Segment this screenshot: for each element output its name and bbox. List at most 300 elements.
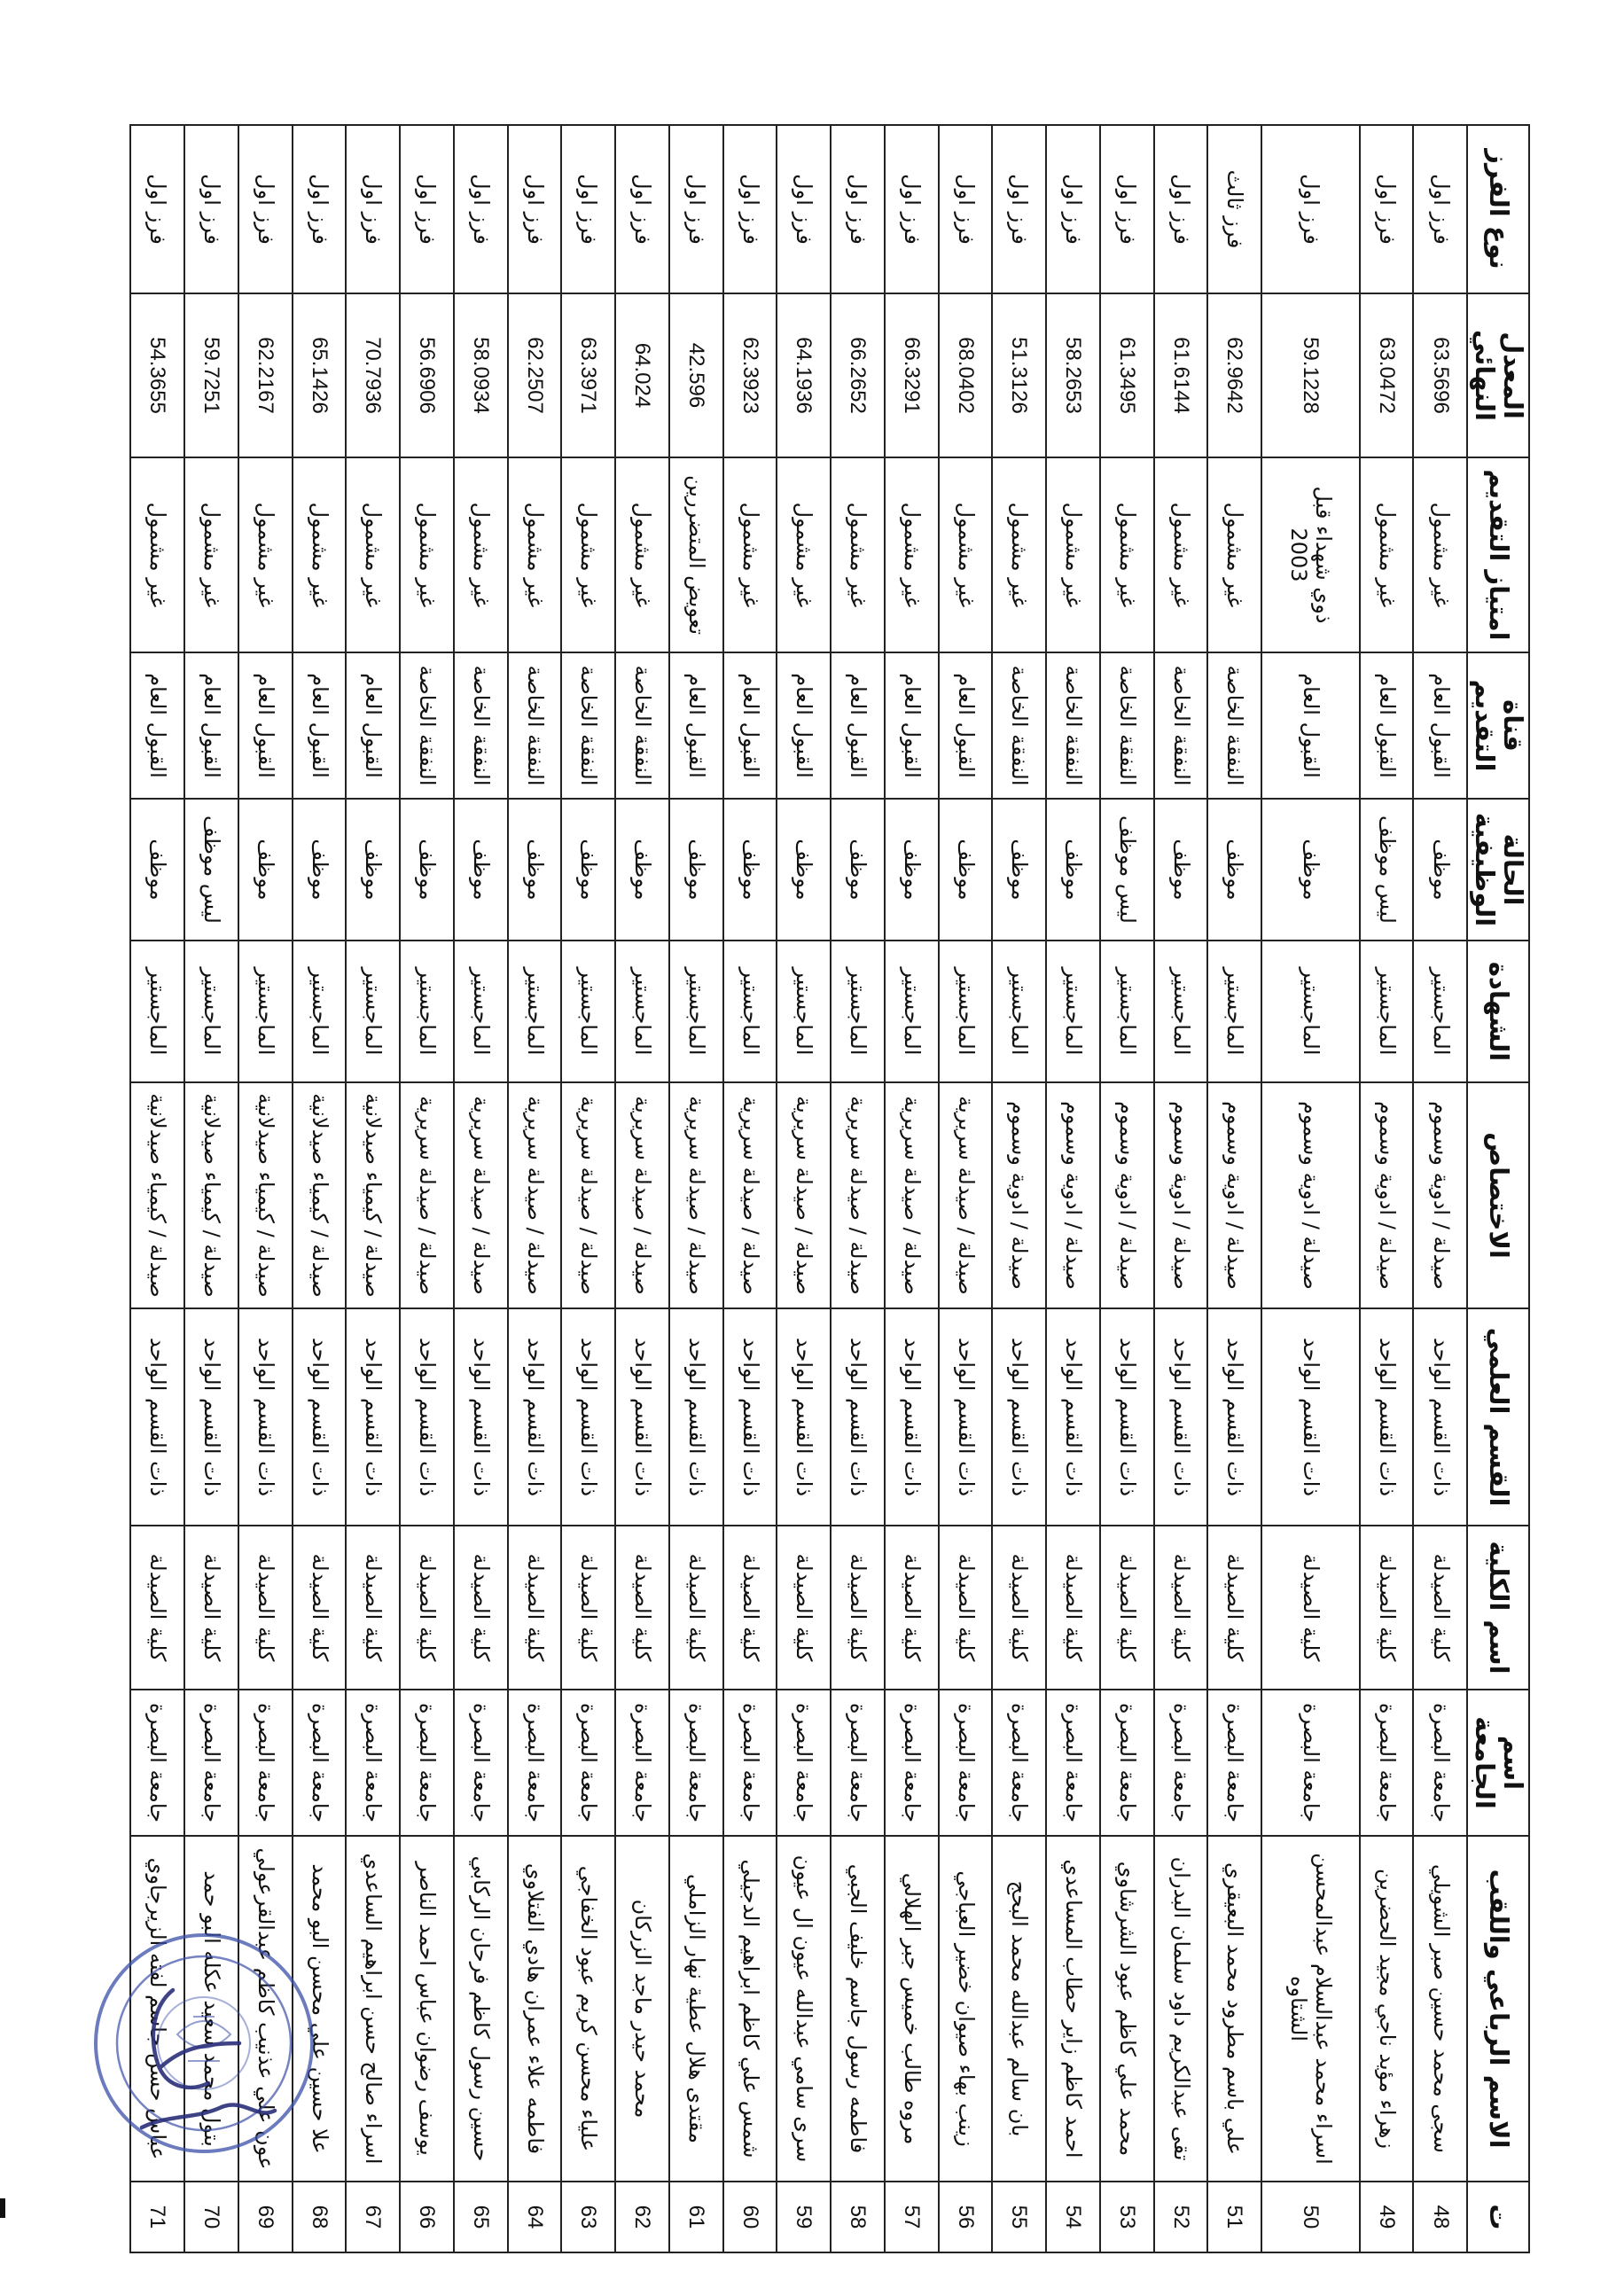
cell-seq: 54 xyxy=(1046,2182,1100,2252)
cell-university: جامعة البصرة xyxy=(615,1690,669,1836)
cell-college: كلية الصيدلة xyxy=(508,1526,562,1690)
header-degree: الشهادة xyxy=(1467,941,1529,1082)
cell-university: جامعة البصرة xyxy=(293,1690,347,1836)
cell-final-average: 68.0402 xyxy=(939,293,993,457)
cell-college: كلية الصيدلة xyxy=(454,1526,508,1690)
cell-sort-type: فرز اول xyxy=(992,125,1046,293)
cell-department: ذات القسم الواحد xyxy=(238,1308,293,1526)
table-row xyxy=(1360,125,1414,2252)
cell-job-status: موظف xyxy=(885,799,939,941)
cell-degree: الماجستير xyxy=(777,941,831,1082)
cell-job-status: موظف xyxy=(669,799,723,941)
admissions-table xyxy=(129,124,1530,2253)
cell-name: فاطمه علاء عمران هادي الفتلاوي xyxy=(508,1836,562,2182)
cell-seq: 61 xyxy=(669,2182,723,2252)
cell-privilege: غير مشمول xyxy=(992,457,1046,652)
cell-degree: الماجستير xyxy=(1100,941,1154,1082)
cell-university: جامعة البصرة xyxy=(508,1690,562,1836)
cell-department: ذات القسم الواحد xyxy=(885,1308,939,1526)
cell-final-average: 66.2652 xyxy=(831,293,885,457)
cell-seq: 67 xyxy=(346,2182,400,2252)
cell-sort-type: فرز اول xyxy=(508,125,562,293)
cell-seq: 55 xyxy=(992,2182,1046,2252)
cell-channel: القبول العام xyxy=(669,652,723,799)
cell-college: كلية الصيدلة xyxy=(777,1526,831,1690)
cell-specialization: صيدلة / صيدلة سريرية xyxy=(508,1082,562,1308)
cell-college: كلية الصيدلة xyxy=(1207,1526,1261,1690)
cell-final-average: 62.2507 xyxy=(508,293,562,457)
cell-university: جامعة البصرة xyxy=(1100,1690,1154,1836)
cell-privilege: غير مشمول xyxy=(777,457,831,652)
cell-sort-type: فرز اول xyxy=(454,125,508,293)
cell-degree: الماجستير xyxy=(238,941,293,1082)
cell-privilege: غير مشمول xyxy=(615,457,669,652)
cell-sort-type: فرز اول xyxy=(939,125,993,293)
cell-university: جامعة البصرة xyxy=(1046,1690,1100,1836)
cell-privilege: تعويض المتضررين xyxy=(669,457,723,652)
cell-department: ذات القسم الواحد xyxy=(1207,1308,1261,1526)
cell-final-average: 54.3655 xyxy=(130,293,184,457)
cell-department: ذات القسم الواحد xyxy=(615,1308,669,1526)
cell-final-average: 62.3923 xyxy=(723,293,777,457)
cell-university: جامعة البصرة xyxy=(885,1690,939,1836)
cell-name: علي باسم مطرود محمد البعيقري xyxy=(1207,1836,1261,2182)
cell-college: كلية الصيدلة xyxy=(1360,1526,1414,1690)
cell-final-average: 63.5696 xyxy=(1413,293,1467,457)
cell-channel: النفقة الخاصة xyxy=(1046,652,1100,799)
cell-final-average: 64.1936 xyxy=(777,293,831,457)
cell-specialization: صيدلة / ادوية وسموم xyxy=(1207,1082,1261,1308)
cell-degree: الماجستير xyxy=(1154,941,1208,1082)
cell-sort-type: فرز اول xyxy=(346,125,400,293)
cell-specialization: صيدلة / صيدلة سريرية xyxy=(939,1082,993,1308)
cell-college: كلية الصيدلة xyxy=(293,1526,347,1690)
cell-college: كلية الصيدلة xyxy=(400,1526,454,1690)
cell-department: ذات القسم الواحد xyxy=(346,1308,400,1526)
cell-privilege: غير مشمول xyxy=(831,457,885,652)
cell-privilege: غير مشمول xyxy=(508,457,562,652)
cell-name: عون علي عذنيب كاظم عبدالقرعولي xyxy=(238,1836,293,2182)
header-sort-type: نوع الفرز xyxy=(1467,125,1529,293)
cell-department: ذات القسم الواحد xyxy=(831,1308,885,1526)
cell-sort-type: فرز ثالث xyxy=(1207,125,1261,293)
cell-university: جامعة البصرة xyxy=(723,1690,777,1836)
cell-channel: النفقة الخاصة xyxy=(992,652,1046,799)
cell-university: جامعة البصرة xyxy=(777,1690,831,1836)
cell-job-status: ليس موظف xyxy=(1100,799,1154,941)
cell-degree: الماجستير xyxy=(293,941,347,1082)
cell-college: كلية الصيدلة xyxy=(561,1526,615,1690)
cell-privilege: غير مشمول xyxy=(561,457,615,652)
cell-job-status: ليس موظف xyxy=(184,799,238,941)
table-row xyxy=(1261,125,1360,2252)
header-job-status: الحالة الوظيفية xyxy=(1467,799,1529,941)
cell-degree: الماجستير xyxy=(130,941,184,1082)
cell-college: كلية الصيدلة xyxy=(184,1526,238,1690)
cell-university: جامعة البصرة xyxy=(130,1690,184,1836)
cell-privilege: غير مشمول xyxy=(1207,457,1261,652)
cell-name: مقتدى هلال عطية نهار الزاملي xyxy=(669,1836,723,2182)
cell-degree: الماجستير xyxy=(1261,941,1360,1082)
cell-degree: الماجستير xyxy=(723,941,777,1082)
cell-name: سجى محمد حسين صبر الشويلي xyxy=(1413,1836,1467,2182)
cell-seq: 50 xyxy=(1261,2182,1360,2252)
cell-job-status: موظف xyxy=(238,799,293,941)
cell-specialization: صيدلة / ادوية وسموم xyxy=(1261,1082,1360,1308)
cell-channel: القبول العام xyxy=(293,652,347,799)
cell-channel: القبول العام xyxy=(1360,652,1414,799)
cell-final-average: 59.7251 xyxy=(184,293,238,457)
cell-sort-type: فرز اول xyxy=(669,125,723,293)
cell-job-status: موظف xyxy=(1207,799,1261,941)
cell-job-status: موظف xyxy=(939,799,993,941)
cell-specialization: صيدلة / صيدلة سريرية xyxy=(777,1082,831,1308)
cell-seq: 66 xyxy=(400,2182,454,2252)
cell-sort-type: فرز اول xyxy=(400,125,454,293)
cell-department: ذات القسم الواحد xyxy=(939,1308,993,1526)
cell-channel: القبول العام xyxy=(130,652,184,799)
table-row xyxy=(777,125,831,2252)
cell-seq: 49 xyxy=(1360,2182,1414,2252)
cell-seq: 51 xyxy=(1207,2182,1261,2252)
cell-channel: القبول العام xyxy=(831,652,885,799)
cell-job-status: موظف xyxy=(723,799,777,941)
table-row xyxy=(939,125,993,2252)
cell-privilege: غير مشمول xyxy=(238,457,293,652)
cell-final-average: 62.9642 xyxy=(1207,293,1261,457)
cell-job-status: موظف xyxy=(561,799,615,941)
cell-final-average: 51.3126 xyxy=(992,293,1046,457)
cell-job-status: موظف xyxy=(1261,799,1360,941)
cell-job-status: موظف xyxy=(508,799,562,941)
cell-name: بتول محمد سعيد عكله البو حمد xyxy=(184,1836,238,2182)
header-college: اسم الكلية xyxy=(1467,1526,1529,1690)
cell-sort-type: فرز اول xyxy=(238,125,293,293)
cell-university: جامعة البصرة xyxy=(1360,1690,1414,1836)
cell-job-status: موظف xyxy=(454,799,508,941)
cell-specialization: صيدلة / صيدلة سريرية xyxy=(400,1082,454,1308)
cell-specialization: صيدلة / صيدلة سريرية xyxy=(723,1082,777,1308)
cell-job-status: موظف xyxy=(400,799,454,941)
cell-seq: 57 xyxy=(885,2182,939,2252)
cell-sort-type: فرز اول xyxy=(723,125,777,293)
cell-university: جامعة البصرة xyxy=(238,1690,293,1836)
cell-name: عباس حسن جاسم لفته الزيرجاوي xyxy=(130,1836,184,2182)
header-name: الاسم الرباعي واللقب xyxy=(1467,1836,1529,2182)
table-body xyxy=(130,125,1467,2252)
cell-specialization: صيدلة / كيمياء صيدلانية xyxy=(130,1082,184,1308)
cell-final-average: 61.3495 xyxy=(1100,293,1154,457)
cell-privilege: غير مشمول xyxy=(130,457,184,652)
table-row xyxy=(669,125,723,2252)
cell-seq: 59 xyxy=(777,2182,831,2252)
cell-seq: 58 xyxy=(831,2182,885,2252)
table-row xyxy=(346,125,400,2252)
cell-final-average: 62.2167 xyxy=(238,293,293,457)
cell-specialization: صيدلة / كيمياء صيدلانية xyxy=(293,1082,347,1308)
cell-degree: الماجستير xyxy=(1207,941,1261,1082)
cell-name: حسين رسول كاظم فرحان الركابي xyxy=(454,1836,508,2182)
cell-department: ذات القسم الواحد xyxy=(293,1308,347,1526)
cell-sort-type: فرز اول xyxy=(184,125,238,293)
cell-degree: الماجستير xyxy=(885,941,939,1082)
cell-degree: الماجستير xyxy=(669,941,723,1082)
cell-university: جامعة البصرة xyxy=(1261,1690,1360,1836)
cell-specialization: صيدلة / كيمياء صيدلانية xyxy=(238,1082,293,1308)
cell-degree: الماجستير xyxy=(184,941,238,1082)
cell-college: كلية الصيدلة xyxy=(992,1526,1046,1690)
cell-seq: 56 xyxy=(939,2182,993,2252)
cell-channel: النفقة الخاصة xyxy=(1207,652,1261,799)
cell-degree: الماجستير xyxy=(400,941,454,1082)
official-stamp xyxy=(89,1910,319,2176)
cell-sort-type: فرز اول xyxy=(130,125,184,293)
cell-name: شمس علي كاظم ابراهيم الدجيلي xyxy=(723,1836,777,2182)
table-row xyxy=(1207,125,1261,2252)
cell-final-average: 58.2653 xyxy=(1046,293,1100,457)
cell-final-average: 63.3971 xyxy=(561,293,615,457)
cell-name: اسراء محمد عبدالسلام عبدالمحسن الشتاوه xyxy=(1261,1836,1360,2182)
cell-job-status: موظف xyxy=(1046,799,1100,941)
cell-sort-type: فرز اول xyxy=(1100,125,1154,293)
cell-job-status: موظف xyxy=(992,799,1046,941)
cell-final-average: 65.1426 xyxy=(293,293,347,457)
header-channel: قناة التقديم xyxy=(1467,652,1529,799)
table-row xyxy=(400,125,454,2252)
cell-job-status: موظف xyxy=(777,799,831,941)
cell-final-average: 66.3291 xyxy=(885,293,939,457)
cell-channel: القبول العام xyxy=(184,652,238,799)
cell-seq: 52 xyxy=(1154,2182,1208,2252)
cell-department: ذات القسم الواحد xyxy=(992,1308,1046,1526)
cell-final-average: 42.596 xyxy=(669,293,723,457)
cell-name: اسراء صالح حسن ابراهيم الساعدي xyxy=(346,1836,400,2182)
cell-job-status: ليس موظف xyxy=(1360,799,1414,941)
cell-name: سرى سامي عبدالله عيون ال عيون xyxy=(777,1836,831,2182)
cell-channel: القبول العام xyxy=(238,652,293,799)
cell-university: جامعة البصرة xyxy=(992,1690,1046,1836)
cell-channel: القبول العام xyxy=(1261,652,1360,799)
cell-privilege: غير مشمول xyxy=(454,457,508,652)
cell-specialization: صيدلة / ادوية وسموم xyxy=(1413,1082,1467,1308)
cell-college: كلية الصيدلة xyxy=(238,1526,293,1690)
cell-privilege: ذوي شهداء قبل 2003 xyxy=(1261,457,1360,652)
cell-name: محمد حيدر ماجد الزركان xyxy=(615,1836,669,2182)
cell-channel: النفقة الخاصة xyxy=(1154,652,1208,799)
cell-channel: القبول العام xyxy=(346,652,400,799)
table-row xyxy=(454,125,508,2252)
table-row xyxy=(561,125,615,2252)
cell-job-status: موظف xyxy=(1154,799,1208,941)
cell-privilege: غير مشمول xyxy=(184,457,238,652)
cell-department: ذات القسم الواحد xyxy=(400,1308,454,1526)
cell-college: كلية الصيدلة xyxy=(1046,1526,1100,1690)
cell-college: كلية الصيدلة xyxy=(615,1526,669,1690)
cell-sort-type: فرز اول xyxy=(561,125,615,293)
cell-channel: النفقة الخاصة xyxy=(615,652,669,799)
cell-sort-type: فرز اول xyxy=(1154,125,1208,293)
cell-privilege: غير مشمول xyxy=(1154,457,1208,652)
cell-college: كلية الصيدلة xyxy=(1154,1526,1208,1690)
cell-sort-type: فرز اول xyxy=(615,125,669,293)
cell-university: جامعة البصرة xyxy=(184,1690,238,1836)
cell-final-average: 63.0472 xyxy=(1360,293,1414,457)
cell-channel: النفقة الخاصة xyxy=(561,652,615,799)
cell-sort-type: فرز اول xyxy=(831,125,885,293)
cell-seq: 70 xyxy=(184,2182,238,2252)
table-row xyxy=(1413,125,1467,2252)
cell-degree: الماجستير xyxy=(831,941,885,1082)
header-seq: ت xyxy=(1467,2182,1529,2252)
cell-specialization: صيدلة / كيمياء صيدلانية xyxy=(184,1082,238,1308)
cell-department: ذات القسم الواحد xyxy=(1413,1308,1467,1526)
cell-privilege: غير مشمول xyxy=(293,457,347,652)
cell-privilege: غير مشمول xyxy=(1100,457,1154,652)
cell-specialization: صيدلة / صيدلة سريرية xyxy=(615,1082,669,1308)
cell-degree: الماجستير xyxy=(454,941,508,1082)
cell-name: احمد كاظم زاير حطاب المساعدي xyxy=(1046,1836,1100,2182)
cell-seq: 69 xyxy=(238,2182,293,2252)
cell-name: علا حسين علي محسن البو محمد xyxy=(293,1836,347,2182)
cell-department: ذات القسم الواحد xyxy=(454,1308,508,1526)
cell-channel: القبول العام xyxy=(939,652,993,799)
cell-department: ذات القسم الواحد xyxy=(777,1308,831,1526)
cell-privilege: غير مشمول xyxy=(346,457,400,652)
cell-privilege: غير مشمول xyxy=(939,457,993,652)
cell-university: جامعة البصرة xyxy=(1207,1690,1261,1836)
header-university: اسم الجامعة xyxy=(1467,1690,1529,1836)
cell-degree: الماجستير xyxy=(992,941,1046,1082)
cell-university: جامعة البصرة xyxy=(454,1690,508,1836)
cell-degree: الماجستير xyxy=(939,941,993,1082)
cell-name: يوسف رضوان عباس احمد الناصر xyxy=(400,1836,454,2182)
cell-final-average: 58.0934 xyxy=(454,293,508,457)
cell-job-status: موظف xyxy=(615,799,669,941)
cell-department: ذات القسم الواحد xyxy=(508,1308,562,1526)
cell-department: ذات القسم الواحد xyxy=(723,1308,777,1526)
cell-seq: 53 xyxy=(1100,2182,1154,2252)
cell-seq: 62 xyxy=(615,2182,669,2252)
cell-university: جامعة البصرة xyxy=(669,1690,723,1836)
cell-specialization: صيدلة / صيدلة سريرية xyxy=(885,1082,939,1308)
table-row xyxy=(508,125,562,2252)
cell-name: بان سالم عبدالله محمد البحج xyxy=(992,1836,1046,2182)
cell-sort-type: فرز اول xyxy=(293,125,347,293)
cell-privilege: غير مشمول xyxy=(1046,457,1100,652)
table-row xyxy=(831,125,885,2252)
cell-seq: 68 xyxy=(293,2182,347,2252)
cell-college: كلية الصيدلة xyxy=(1413,1526,1467,1690)
cell-name: زينب بهاء صيوان خضير العباجي xyxy=(939,1836,993,2182)
cell-university: جامعة البصرة xyxy=(1413,1690,1467,1836)
cell-department: ذات القسم الواحد xyxy=(669,1308,723,1526)
header-specialization: الاختصاص xyxy=(1467,1082,1529,1308)
header-final-average: المعدل النهائي xyxy=(1467,293,1529,457)
cell-final-average: 59.1228 xyxy=(1261,293,1360,457)
cell-specialization: صيدلة / ادوية وسموم xyxy=(1360,1082,1414,1308)
cell-university: جامعة البصرة xyxy=(346,1690,400,1836)
header-department: القسم العلمي xyxy=(1467,1308,1529,1526)
cell-college: كلية الصيدلة xyxy=(831,1526,885,1690)
cell-channel: النفقة الخاصة xyxy=(400,652,454,799)
rotated-table-wrapper xyxy=(129,124,1530,2252)
cell-degree: الماجستير xyxy=(561,941,615,1082)
cell-seq: 64 xyxy=(508,2182,562,2252)
cell-specialization: صيدلة / صيدلة سريرية xyxy=(561,1082,615,1308)
cell-privilege: غير مشمول xyxy=(723,457,777,652)
cell-sort-type: فرز اول xyxy=(885,125,939,293)
stamp-seal-icon xyxy=(89,1910,319,2176)
cell-sort-type: فرز اول xyxy=(1046,125,1100,293)
cell-university: جامعة البصرة xyxy=(831,1690,885,1836)
cell-channel: النفقة الخاصة xyxy=(454,652,508,799)
cell-department: ذات القسم الواحد xyxy=(184,1308,238,1526)
cell-specialization: صيدلة / ادوية وسموم xyxy=(992,1082,1046,1308)
cell-privilege: غير مشمول xyxy=(1360,457,1414,652)
cell-privilege: غير مشمول xyxy=(1413,457,1467,652)
cell-department: ذات القسم الواحد xyxy=(561,1308,615,1526)
cell-degree: الماجستير xyxy=(1413,941,1467,1082)
cell-university: جامعة البصرة xyxy=(400,1690,454,1836)
table-row xyxy=(723,125,777,2252)
cell-job-status: موظف xyxy=(293,799,347,941)
cell-channel: القبول العام xyxy=(777,652,831,799)
cell-college: كلية الصيدلة xyxy=(885,1526,939,1690)
cell-channel: القبول العام xyxy=(885,652,939,799)
table-row xyxy=(615,125,669,2252)
cell-seq: 71 xyxy=(130,2182,184,2252)
cell-degree: الماجستير xyxy=(346,941,400,1082)
table-row xyxy=(992,125,1046,2252)
cell-university: جامعة البصرة xyxy=(1154,1690,1208,1836)
cell-job-status: موظف xyxy=(346,799,400,941)
cell-sort-type: فرز اول xyxy=(777,125,831,293)
cell-sort-type: فرز اول xyxy=(1413,125,1467,293)
cell-name: فاطمه رسول جاسم خليف الجبي xyxy=(831,1836,885,2182)
cell-specialization: صيدلة / صيدلة سريرية xyxy=(669,1082,723,1308)
cell-department: ذات القسم الواحد xyxy=(1261,1308,1360,1526)
cell-department: ذات القسم الواحد xyxy=(1100,1308,1154,1526)
cell-department: ذات القسم الواحد xyxy=(1360,1308,1414,1526)
cell-specialization: صيدلة / ادوية وسموم xyxy=(1154,1082,1208,1308)
table-row xyxy=(1046,125,1100,2252)
cell-college: كلية الصيدلة xyxy=(669,1526,723,1690)
cell-degree: الماجستير xyxy=(1046,941,1100,1082)
cell-specialization: صيدلة / كيمياء صيدلانية xyxy=(346,1082,400,1308)
cell-job-status: موظف xyxy=(130,799,184,941)
cell-name: تقى عبدالكريم داود سلمان البدران xyxy=(1154,1836,1208,2182)
cell-college: كلية الصيدلة xyxy=(130,1526,184,1690)
cell-department: ذات القسم الواحد xyxy=(1154,1308,1208,1526)
cell-channel: النفقة الخاصة xyxy=(1100,652,1154,799)
cell-sort-type: فرز اول xyxy=(1261,125,1360,293)
cell-degree: الماجستير xyxy=(1360,941,1414,1082)
cell-university: جامعة البصرة xyxy=(939,1690,993,1836)
cell-college: كلية الصيدلة xyxy=(1100,1526,1154,1690)
cell-university: جامعة البصرة xyxy=(561,1690,615,1836)
cell-privilege: غير مشمول xyxy=(885,457,939,652)
cell-specialization: صيدلة / صيدلة سريرية xyxy=(454,1082,508,1308)
cell-specialization: صيدلة / ادوية وسموم xyxy=(1100,1082,1154,1308)
cell-channel: النفقة الخاصة xyxy=(508,652,562,799)
cell-final-average: 70.7936 xyxy=(346,293,400,457)
cell-job-status: موظف xyxy=(831,799,885,941)
cell-college: كلية الصيدلة xyxy=(346,1526,400,1690)
table-row xyxy=(1154,125,1208,2252)
cell-department: ذات القسم الواحد xyxy=(130,1308,184,1526)
cell-degree: الماجستير xyxy=(615,941,669,1082)
cell-department: ذات القسم الواحد xyxy=(1046,1308,1100,1526)
